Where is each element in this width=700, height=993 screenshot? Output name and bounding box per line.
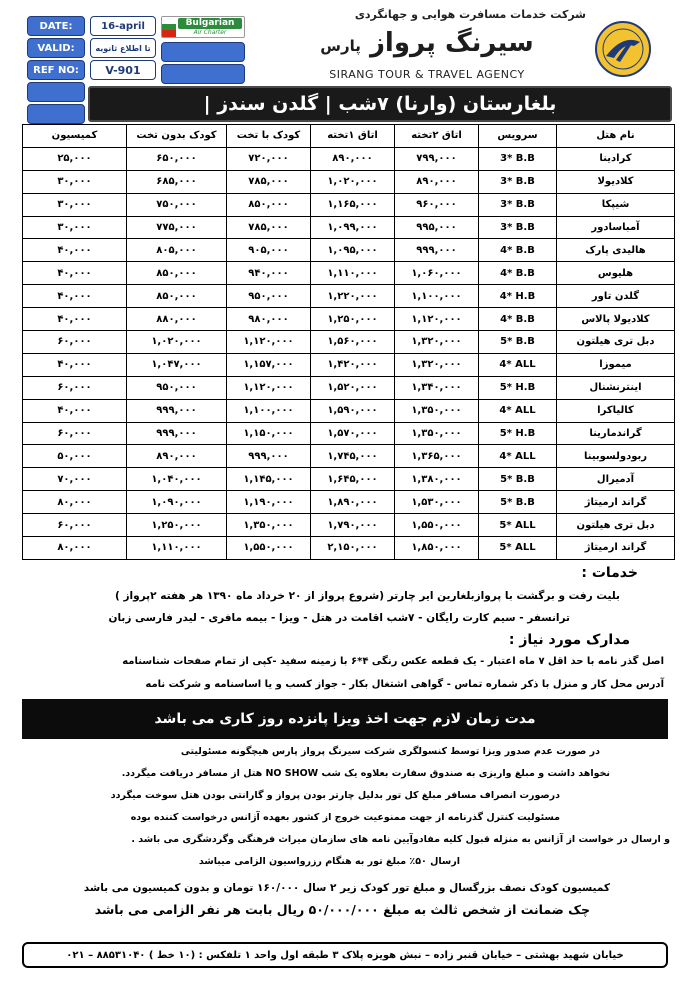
price-cell: ۵۰,۰۰۰	[23, 445, 127, 468]
blank-box	[27, 82, 85, 102]
table-row	[23, 262, 675, 285]
price-cell: ۱,۳۴۰,۰۰۰	[395, 376, 479, 399]
service-cell: 5* B.B	[479, 491, 557, 514]
table-row	[23, 491, 675, 514]
table-row	[23, 399, 675, 422]
price-cell: ۱,۰۲۰,۰۰۰	[127, 331, 227, 354]
column-header: کمیسیون	[23, 125, 127, 148]
price-cell: ۱,۳۶۵,۰۰۰	[395, 445, 479, 468]
table-row	[23, 376, 675, 399]
column-header: اتاق ۱تخته	[311, 125, 395, 148]
price-cell: ۱,۵۲۰,۰۰۰	[311, 376, 395, 399]
hotel-name-cell: آدمیرال	[557, 468, 675, 491]
hotel-name-cell: دبل تری هیلتون	[557, 331, 675, 354]
hotel-name-cell: ربودولسوبینا	[557, 445, 675, 468]
table-row	[23, 422, 675, 445]
price-cell: ۲۵,۰۰۰	[23, 147, 127, 170]
price-cell: ۱,۱۴۵,۰۰۰	[227, 468, 311, 491]
price-cell: ۱,۱۱۰,۰۰۰	[311, 262, 395, 285]
service-cell: 4* ALL	[479, 445, 557, 468]
bulgarian-air-logo	[161, 16, 245, 38]
price-cell: ۱,۵۶۰,۰۰۰	[311, 331, 395, 354]
note-line: ارسال ۵۰٪ مبلغ تور به هنگام رزرواسیون الزامی میباشد	[198, 856, 460, 867]
price-cell: ۱,۳۵۰,۰۰۰	[395, 399, 479, 422]
price-cell: ۱,۵۵۰,۰۰۰	[395, 514, 479, 537]
price-cell: ۱,۵۷۰,۰۰۰	[311, 422, 395, 445]
page-title: بلغارستان (وارنا) ۷شب | گلدن سندز |	[88, 86, 672, 122]
price-table	[22, 124, 675, 560]
price-cell: ۷۲۰,۰۰۰	[227, 147, 311, 170]
ref-label: REF NO:	[27, 60, 85, 80]
table-row	[23, 353, 675, 376]
footer-address: خیابان شهید بهشتی – خیابان قنبر زاده – نبش هویزه پلاک ۳ طبقه اول واحد ۱ تلفکس : (۱۰ خط ) ۸۸۵۳۱۰۴۰ – ۰۲۱	[22, 942, 668, 968]
table-row	[23, 285, 675, 308]
price-cell: ۷۵۰,۰۰۰	[127, 193, 227, 216]
table-row	[23, 239, 675, 262]
date-label: DATE:	[27, 16, 85, 36]
hotel-name-cell: آمباسادور	[557, 216, 675, 239]
services-line: بلیت رفت و برگشت با پروازبلغارین ایر چارتر (شروع پرواز از ۲۰ خرداد ماه ۱۳۹۰ هر هفته ۲پرواز )	[115, 590, 620, 602]
price-cell: ۱,۰۴۰,۰۰۰	[127, 468, 227, 491]
price-cell: ۱,۵۳۰,۰۰۰	[395, 491, 479, 514]
price-cell: ۱,۱۶۵,۰۰۰	[311, 193, 395, 216]
service-cell: 5* H.B	[479, 376, 557, 399]
price-cell: ۹۶۰,۰۰۰	[395, 193, 479, 216]
price-cell: ۷۸۵,۰۰۰	[227, 216, 311, 239]
agency-brand	[268, 28, 586, 58]
service-cell: 5* B.B	[479, 468, 557, 491]
service-cell: 4* B.B	[479, 262, 557, 285]
service-cell: 3* B.B	[479, 147, 557, 170]
note-line: نخواهد داشت و مبلغ واریزی به صندوق سفارت بعلاوه یک شب NO SHOW هتل از مسافر دریافت میگردد.	[121, 768, 610, 779]
price-cell: ۱,۱۲۰,۰۰۰	[227, 376, 311, 399]
table-row	[23, 193, 675, 216]
price-cell: ۹۹۹,۰۰۰	[395, 239, 479, 262]
price-cell: ۱,۸۵۰,۰۰۰	[395, 537, 479, 560]
ref-value: V-901	[90, 60, 156, 80]
airline-tag: Air Charter	[193, 29, 227, 36]
price-cell: ۹۹۹,۰۰۰	[127, 422, 227, 445]
price-cell: ۱,۲۵۰,۰۰۰	[311, 308, 395, 331]
table-row	[23, 308, 675, 331]
price-cell: ۱,۰۴۷,۰۰۰	[127, 353, 227, 376]
note-line: و ارسال در خواست از آژانس به منزله قبول کلیه مفادوآیین نامه های سازمان میراث فرهنگی وگردشگری می باشد .	[131, 834, 670, 845]
table-row	[23, 514, 675, 537]
service-cell: 4* B.B	[479, 308, 557, 331]
price-cell: ۴۰,۰۰۰	[23, 353, 127, 376]
price-cell: ۷۸۵,۰۰۰	[227, 170, 311, 193]
agency-brand-suffix: پارس	[320, 37, 361, 55]
column-header: نام هتل	[557, 125, 675, 148]
price-cell: ۱,۱۹۰,۰۰۰	[227, 491, 311, 514]
service-cell: 4* B.B	[479, 239, 557, 262]
price-cell: ۴۰,۰۰۰	[23, 285, 127, 308]
valid-label: VALID:	[27, 38, 85, 58]
agency-logo-icon	[594, 20, 652, 78]
column-header: کودک بدون تخت	[127, 125, 227, 148]
price-cell: ۹۴۰,۰۰۰	[227, 262, 311, 285]
price-cell: ۳۰,۰۰۰	[23, 170, 127, 193]
price-cell: ۸۹۰,۰۰۰	[311, 147, 395, 170]
bulgaria-flag-icon	[162, 17, 176, 37]
guarantee-note: چک ضمانت از شخص ثالث به مبلغ ۵۰/۰۰۰/۰۰۰ ریال بابت هر نفر الزامی می باشد	[94, 902, 590, 917]
price-cell: ۹۹۵,۰۰۰	[395, 216, 479, 239]
price-cell: ۶۰,۰۰۰	[23, 422, 127, 445]
service-cell: 4* ALL	[479, 399, 557, 422]
price-cell: ۱,۳۲۰,۰۰۰	[395, 353, 479, 376]
price-cell: ۷۷۵,۰۰۰	[127, 216, 227, 239]
hotel-name-cell: کلادیولا پالاس	[557, 308, 675, 331]
note-line: درصورت انصراف مسافر مبلغ کل تور بدلیل چارتر بودن پرواز و گارانتی بودن هتل سوخت میگردد	[110, 790, 560, 801]
price-cell: ۱,۰۹۰,۰۰۰	[127, 491, 227, 514]
price-cell: ۱,۸۹۰,۰۰۰	[311, 491, 395, 514]
hotel-name-cell: کرادینا	[557, 147, 675, 170]
price-cell: ۱,۳۲۰,۰۰۰	[395, 331, 479, 354]
service-cell: 4* H.B	[479, 285, 557, 308]
hotel-name-cell: هالیدی پارک	[557, 239, 675, 262]
table-row	[23, 216, 675, 239]
service-cell: 5* H.B	[479, 422, 557, 445]
price-cell: ۱,۰۹۹,۰۰۰	[311, 216, 395, 239]
price-cell: ۹۰۵,۰۰۰	[227, 239, 311, 262]
price-cell: ۱,۱۱۰,۰۰۰	[127, 537, 227, 560]
price-cell: ۱,۱۲۰,۰۰۰	[395, 308, 479, 331]
price-cell: ۱,۵۹۰,۰۰۰	[311, 399, 395, 422]
price-cell: ۱,۰۲۰,۰۰۰	[311, 170, 395, 193]
price-cell: ۸۵۰,۰۰۰	[127, 262, 227, 285]
price-cell: ۸۹۰,۰۰۰	[127, 445, 227, 468]
price-cell: ۱,۷۹۰,۰۰۰	[311, 514, 395, 537]
price-cell: ۹۵۰,۰۰۰	[127, 376, 227, 399]
table-row	[23, 147, 675, 170]
services-heading: خدمات :	[581, 565, 638, 581]
price-cell: ۱,۳۵۰,۰۰۰	[395, 422, 479, 445]
hotel-name-cell: دبل تری هیلتون	[557, 514, 675, 537]
valid-value: تا اطلاع ثانویه	[90, 38, 156, 58]
price-cell: ۲,۱۵۰,۰۰۰	[311, 537, 395, 560]
price-cell: ۳۰,۰۰۰	[23, 193, 127, 216]
price-cell: ۱,۱۵۰,۰۰۰	[227, 422, 311, 445]
price-cell: ۶۰,۰۰۰	[23, 376, 127, 399]
agency-brand-main: سیرنگ پرواز	[369, 28, 534, 58]
hotel-name-cell: گراند ارمیتاژ	[557, 491, 675, 514]
visa-time-banner: مدت زمان لازم جهت اخذ ویزا پانزده روز کاری می باشد	[22, 699, 668, 739]
price-cell: ۱,۲۵۰,۰۰۰	[127, 514, 227, 537]
price-cell: ۹۸۰,۰۰۰	[227, 308, 311, 331]
service-cell: 3* B.B	[479, 170, 557, 193]
table-row	[23, 331, 675, 354]
hotel-name-cell: گراندمارینا	[557, 422, 675, 445]
price-cell: ۴۰,۰۰۰	[23, 239, 127, 262]
service-cell: 3* B.B	[479, 216, 557, 239]
agency-name-en: SIRANG TOUR & TRAVEL AGENCY	[329, 68, 525, 81]
table-header-row	[23, 125, 675, 148]
price-cell: ۸۰,۰۰۰	[23, 491, 127, 514]
price-cell: ۶۰,۰۰۰	[23, 331, 127, 354]
price-cell: ۱,۱۵۷,۰۰۰	[227, 353, 311, 376]
table-row	[23, 445, 675, 468]
price-cell: ۱,۵۵۰,۰۰۰	[227, 537, 311, 560]
service-cell: 3* B.B	[479, 193, 557, 216]
price-cell: ۸۵۰,۰۰۰	[127, 285, 227, 308]
price-cell: ۷۰,۰۰۰	[23, 468, 127, 491]
hotel-name-cell: کالیاکرا	[557, 399, 675, 422]
price-cell: ۱,۲۲۰,۰۰۰	[311, 285, 395, 308]
table-row	[23, 537, 675, 560]
blank-box	[27, 104, 85, 124]
price-cell: ۴۰,۰۰۰	[23, 399, 127, 422]
services-line: ترانسفر - سیم کارت رایگان - ۷شب اقامت در هتل - ویزا - بیمه مافری - لیدر فارسی زبان	[108, 612, 570, 624]
column-header: اتاق ۲تخته	[395, 125, 479, 148]
agency-name-fa: شرکت خدمات مسافرت هوایی و جهانگردی	[354, 8, 586, 21]
price-cell: ۱,۰۶۰,۰۰۰	[395, 262, 479, 285]
price-cell: ۸۸۰,۰۰۰	[127, 308, 227, 331]
hotel-name-cell: گراند ارمیتاژ	[557, 537, 675, 560]
hotel-name-cell: کلادیولا	[557, 170, 675, 193]
blank-box	[161, 64, 245, 84]
price-cell: ۶۵۰,۰۰۰	[127, 147, 227, 170]
blank-box	[161, 42, 245, 62]
hotel-name-cell: اینترنشنال	[557, 376, 675, 399]
hotel-name-cell: شیپکا	[557, 193, 675, 216]
price-cell: ۱,۴۲۰,۰۰۰	[311, 353, 395, 376]
documents-line: اصل گذر نامه با حد اقل ۷ ماه اعتبار - یک قطعه عکس رنگی ۴*۶ با زمینه سفید -کپی از تمام صفحات شناسنامه	[122, 656, 664, 667]
column-header: سرویس	[479, 125, 557, 148]
hotel-name-cell: هلیوس	[557, 262, 675, 285]
price-cell: ۱,۳۸۰,۰۰۰	[395, 468, 479, 491]
service-cell: 5* ALL	[479, 514, 557, 537]
price-cell: ۴۰,۰۰۰	[23, 308, 127, 331]
price-cell: ۱,۱۲۰,۰۰۰	[227, 331, 311, 354]
table-row	[23, 170, 675, 193]
price-table-body	[23, 147, 675, 559]
price-cell: ۴۰,۰۰۰	[23, 262, 127, 285]
price-cell: ۱,۱۰۰,۰۰۰	[395, 285, 479, 308]
hotel-name-cell: گلدن تاور	[557, 285, 675, 308]
date-value: 16-april	[90, 16, 156, 36]
price-cell: ۸۹۰,۰۰۰	[395, 170, 479, 193]
price-cell: ۹۵۰,۰۰۰	[227, 285, 311, 308]
note-line: مسئولیت کنترل گذرنامه از جهت ممنوعیت خروج از کشور بعهده آژانس درخواست کننده بوده	[130, 812, 560, 823]
price-cell: ۱,۶۴۵,۰۰۰	[311, 468, 395, 491]
price-cell: ۱,۷۴۵,۰۰۰	[311, 445, 395, 468]
price-cell: ۶۰,۰۰۰	[23, 514, 127, 537]
column-header: کودک با تخت	[227, 125, 311, 148]
price-cell: ۶۸۵,۰۰۰	[127, 170, 227, 193]
documents-line: آدرس محل کار و منزل با ذکر شماره تماس - گواهی اشتغال بکار - جواز کسب و یا اساسنامه و شرکت نامه	[145, 679, 664, 690]
documents-heading: مدارک مورد نیاز :	[508, 632, 630, 648]
table-row	[23, 468, 675, 491]
price-cell: ۸۰۵,۰۰۰	[127, 239, 227, 262]
service-cell: 5* ALL	[479, 537, 557, 560]
price-cell: ۷۹۹,۰۰۰	[395, 147, 479, 170]
price-cell: ۸۵۰,۰۰۰	[227, 193, 311, 216]
price-cell: ۱,۳۵۰,۰۰۰	[227, 514, 311, 537]
service-cell: 4* ALL	[479, 353, 557, 376]
price-cell: ۱,۱۰۰,۰۰۰	[227, 399, 311, 422]
price-cell: ۸۰,۰۰۰	[23, 537, 127, 560]
price-cell: ۱,۰۹۵,۰۰۰	[311, 239, 395, 262]
commission-note: کمیسیون کودک نصف بزرگسال و مبلغ تور کودک زیر ۲ سال ۱۶۰/۰۰۰ تومان و بدون کمیسیون می باشد	[83, 882, 610, 894]
price-cell: ۳۰,۰۰۰	[23, 216, 127, 239]
price-cell: ۹۹۹,۰۰۰	[227, 445, 311, 468]
price-cell: ۹۹۹,۰۰۰	[127, 399, 227, 422]
service-cell: 5* B.B	[479, 331, 557, 354]
note-line: در صورت عدم صدور ویزا توسط کنسولگری شرکت سیرنگ پرواز پارس هیچگونه مسئولیتی	[180, 746, 600, 757]
airline-brand: Bulgarian	[178, 18, 242, 29]
hotel-name-cell: میموزا	[557, 353, 675, 376]
